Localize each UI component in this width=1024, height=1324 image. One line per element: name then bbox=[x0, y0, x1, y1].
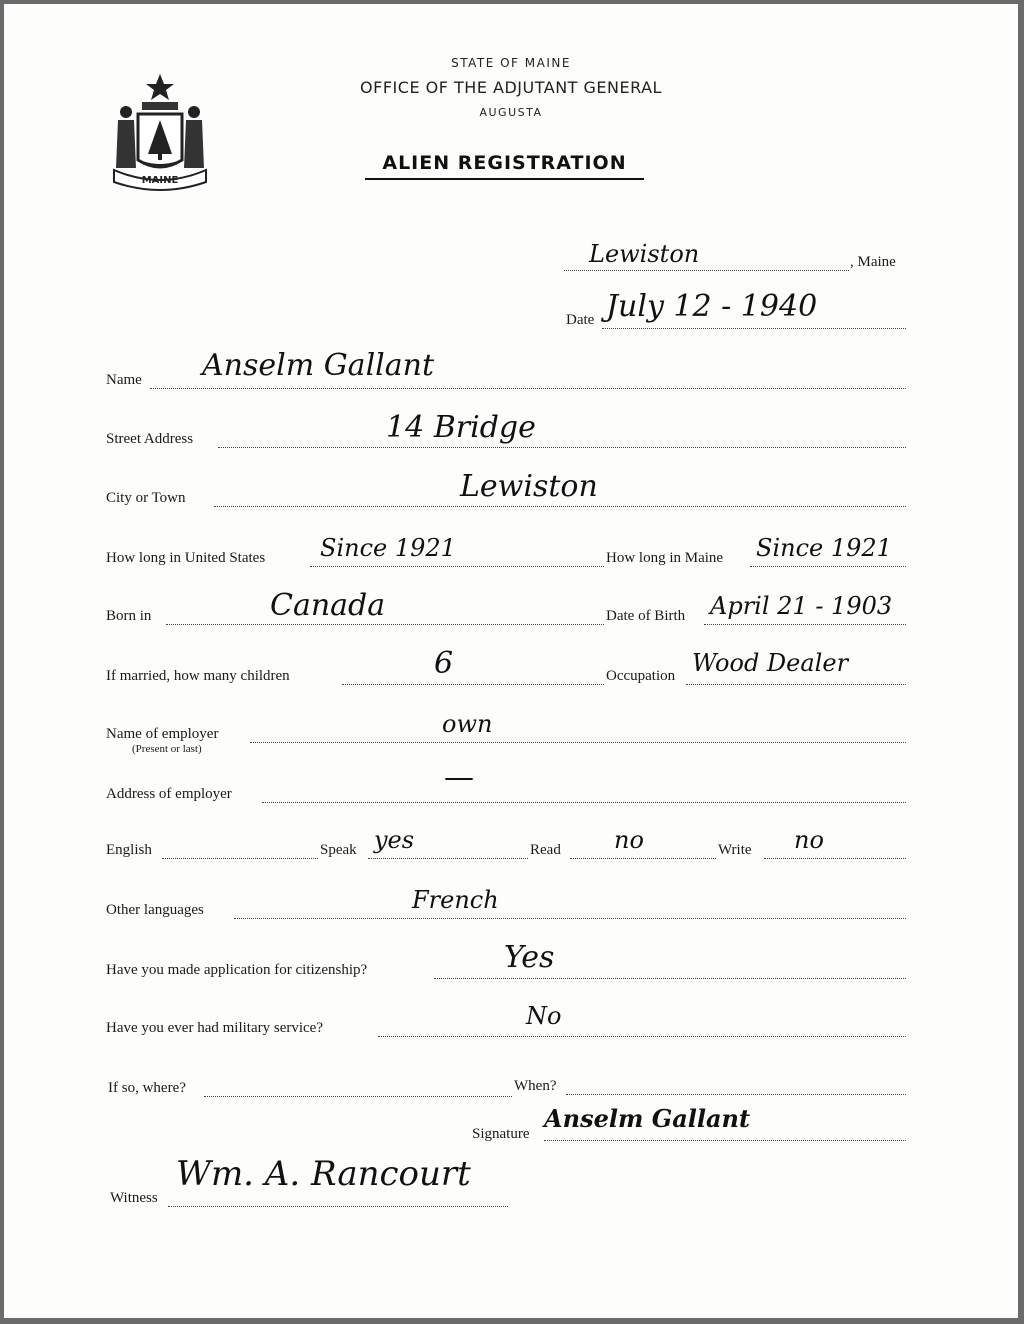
how-long-maine-value: Since 1921 bbox=[756, 534, 892, 562]
employer-address-label: Address of employer bbox=[106, 786, 232, 802]
signature-label: Signature bbox=[472, 1126, 530, 1142]
city-value: Lewiston bbox=[460, 469, 598, 504]
town-value: Lewiston bbox=[589, 240, 700, 268]
read-value: no bbox=[614, 826, 644, 854]
witness-label: Witness bbox=[110, 1190, 158, 1206]
maine-label: , Maine bbox=[850, 254, 896, 270]
english-label: English bbox=[106, 842, 152, 858]
when-label: When? bbox=[514, 1078, 557, 1094]
header-office: OFFICE OF THE ADJUTANT GENERAL bbox=[360, 78, 662, 97]
date-of-birth-value: April 21 - 1903 bbox=[710, 592, 893, 620]
english-line bbox=[162, 858, 318, 859]
where-label: If so, where? bbox=[108, 1080, 186, 1096]
read-line bbox=[570, 858, 716, 859]
employer-note-label: (Present or last) bbox=[132, 743, 202, 755]
how-long-us-line bbox=[310, 566, 604, 567]
speak-value: yes bbox=[374, 826, 415, 854]
street-address-line bbox=[218, 447, 906, 448]
how-long-us-value: Since 1921 bbox=[320, 534, 456, 562]
registration-form bbox=[4, 4, 1018, 1318]
military-label: Have you ever had military service? bbox=[106, 1020, 323, 1036]
employer-address-value: — bbox=[444, 760, 474, 795]
occupation-line bbox=[686, 684, 906, 685]
date-of-birth-label: Date of Birth bbox=[606, 608, 686, 624]
city-line bbox=[214, 506, 906, 507]
where-line bbox=[204, 1096, 512, 1097]
date-value: July 12 - 1940 bbox=[606, 289, 818, 324]
speak-label: Speak bbox=[320, 842, 357, 858]
header-state: STATE OF MAINE bbox=[451, 56, 571, 70]
born-in-line bbox=[166, 624, 604, 625]
children-line bbox=[342, 684, 604, 685]
citizenship-line bbox=[434, 978, 906, 979]
signature-value: Anselm Gallant bbox=[544, 1104, 751, 1133]
employer-name-line bbox=[250, 742, 906, 743]
occupation-label: Occupation bbox=[606, 668, 676, 684]
write-line bbox=[764, 858, 906, 859]
header-city: AUGUSTA bbox=[479, 106, 543, 119]
citizenship-value: Yes bbox=[504, 940, 555, 975]
how-long-maine-line bbox=[750, 566, 906, 567]
witness-value: Wm. A. Rancourt bbox=[176, 1154, 471, 1194]
write-value: no bbox=[794, 826, 824, 854]
born-in-value: Canada bbox=[270, 588, 386, 623]
children-value: 6 bbox=[434, 646, 454, 681]
when-line bbox=[566, 1094, 906, 1095]
signature-line bbox=[544, 1140, 906, 1141]
citizenship-label: Have you made application for citizenship? bbox=[106, 962, 368, 978]
name-label: Name bbox=[106, 372, 142, 388]
form-title: ALIEN REGISTRATION bbox=[365, 152, 644, 180]
military-value: No bbox=[526, 1002, 562, 1030]
date-label: Date bbox=[566, 312, 595, 328]
other-languages-value: French bbox=[412, 886, 499, 914]
employer-name-label: Name of employer bbox=[106, 726, 219, 742]
town-line bbox=[564, 270, 849, 271]
other-languages-line bbox=[234, 918, 906, 919]
occupation-value: Wood Dealer bbox=[692, 649, 849, 677]
employer-name-value: own bbox=[442, 710, 493, 738]
how-long-maine-label: How long in Maine bbox=[606, 550, 724, 566]
read-label: Read bbox=[530, 842, 561, 858]
street-address-value: 14 Bridge bbox=[386, 410, 536, 445]
date-line bbox=[602, 328, 906, 329]
other-languages-label: Other languages bbox=[106, 902, 204, 918]
street-address-label: Street Address bbox=[106, 431, 194, 447]
speak-line bbox=[368, 858, 528, 859]
employer-address-line bbox=[262, 802, 906, 803]
military-line bbox=[378, 1036, 906, 1037]
children-label: If married, how many children bbox=[106, 668, 290, 684]
city-label: City or Town bbox=[106, 490, 186, 506]
name-line bbox=[150, 388, 906, 389]
write-label: Write bbox=[718, 842, 752, 858]
born-in-label: Born in bbox=[106, 608, 152, 624]
date-of-birth-line bbox=[704, 624, 906, 625]
seal-banner-text: MAINE bbox=[141, 175, 179, 186]
witness-line bbox=[168, 1206, 508, 1207]
name-value: Anselm Gallant bbox=[202, 348, 435, 383]
how-long-us-label: How long in United States bbox=[106, 550, 266, 566]
